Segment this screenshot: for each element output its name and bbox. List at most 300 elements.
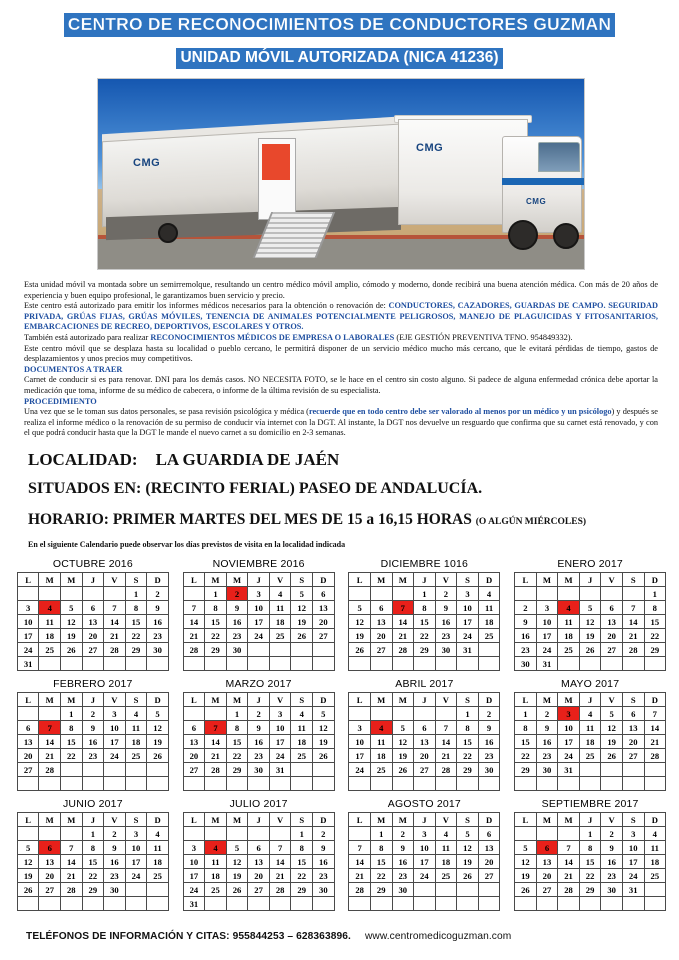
calendar-empty-cell — [269, 827, 291, 841]
calendar-empty-cell — [205, 657, 227, 671]
calendar-day: 9 — [515, 615, 537, 629]
calendar-day: 16 — [248, 735, 270, 749]
calendar-month-title: OCTUBRE 2016 — [52, 558, 133, 570]
calendar-empty-cell — [205, 777, 227, 791]
calendar-month — [180, 558, 338, 678]
calendar-weekday: M — [536, 693, 558, 707]
calendar-empty-cell — [558, 587, 580, 601]
calendar-day: 10 — [269, 721, 291, 735]
calendar-holiday-day: 19 — [313, 735, 335, 749]
calendar-day: 6 — [414, 721, 436, 735]
calendar-empty-cell — [104, 897, 126, 911]
calendar-day: 5 — [17, 841, 39, 855]
calendar-week-row — [183, 735, 334, 749]
calendar-empty-cell — [622, 777, 644, 791]
calendar-day: 6 — [183, 721, 205, 735]
calendar-weekday: M — [61, 813, 83, 827]
calendar-weekday: L — [17, 813, 39, 827]
calendar-holiday-day: 26 — [313, 749, 335, 763]
calendar-day: 11 — [125, 721, 147, 735]
calendar-empty-cell — [536, 777, 558, 791]
calendar-holiday-day: 16 — [147, 615, 169, 629]
calendar-weekday-row — [183, 573, 334, 587]
calendar-holiday-day: 6 — [313, 587, 335, 601]
calendar-day: 17 — [183, 869, 205, 883]
situados-line — [28, 480, 668, 498]
calendar-empty-cell — [226, 777, 248, 791]
calendar-week-row — [349, 721, 500, 735]
calendar-empty-cell — [61, 897, 83, 911]
calendar-holiday-day: 1 — [205, 587, 227, 601]
calendar-empty-cell — [205, 897, 227, 911]
calendar-holiday-day: 9 — [478, 721, 500, 735]
calendar-weekday: M — [392, 693, 414, 707]
calendar-day: 27 — [536, 883, 558, 897]
calendar-weekday: L — [515, 573, 537, 587]
calendar-empty-cell — [61, 777, 83, 791]
calendar-day: 16 — [313, 855, 335, 869]
calendar-weekday: V — [435, 813, 457, 827]
calendar-weekday: M — [39, 693, 61, 707]
calendar-empty-cell — [205, 827, 227, 841]
proc-highlight: recuerde que en todo centro debe ser valorado al menos por un médico y un psicólogo — [308, 407, 612, 417]
calendar-month-title: ABRIL 2017 — [395, 678, 454, 690]
calendar-day: 14 — [39, 735, 61, 749]
horario-label: HORARIO: — [28, 511, 109, 528]
calendar-day: 19 — [61, 629, 83, 643]
company-plain-2: (EJE GESTIÓN PREVENTIVA TFNO. 954849332). — [394, 332, 573, 342]
calendar-weekday: M — [536, 813, 558, 827]
calendar-day: 25 — [370, 763, 392, 777]
calendar-day: 26 — [17, 883, 39, 897]
calendar-day: 30 — [104, 883, 126, 897]
calendar-day: 28 — [104, 643, 126, 657]
calendar-day: 30 — [536, 763, 558, 777]
calendar-day: 10 — [104, 721, 126, 735]
calendar-month — [14, 798, 172, 918]
calendar-day: 5 — [226, 841, 248, 855]
calendar-weekday: S — [291, 693, 313, 707]
calendar-day: 2 — [104, 827, 126, 841]
calendar-day: 13 — [536, 855, 558, 869]
calendar-holiday-day: 18 — [478, 615, 500, 629]
calendar-day: 29 — [457, 763, 479, 777]
calendar-day: 9 — [435, 601, 457, 615]
calendar-day: 26 — [226, 883, 248, 897]
calendar-day: 30 — [248, 763, 270, 777]
calendar-day: 28 — [183, 643, 205, 657]
calendar-day: 27 — [39, 883, 61, 897]
calendar-week-row — [183, 827, 334, 841]
footer-phones: TELÉFONOS DE INFORMACIÓN Y CITAS: 955844253 – 628363896. — [26, 931, 351, 942]
calendar-weekday: M — [226, 693, 248, 707]
calendar-empty-cell — [558, 777, 580, 791]
calendar-visit-day: 2 — [226, 587, 248, 601]
calendar-empty-cell — [248, 657, 270, 671]
calendar-day: 14 — [392, 615, 414, 629]
calendar-day: 30 — [313, 883, 335, 897]
calendar-weekday: L — [515, 693, 537, 707]
calendar-day: 22 — [61, 749, 83, 763]
calendar-table — [514, 572, 666, 671]
calendar-holiday-day: 4 — [147, 827, 169, 841]
calendar-empty-cell — [414, 707, 436, 721]
calendar-day: 19 — [515, 869, 537, 883]
calendar-day: 11 — [39, 615, 61, 629]
calendar-day: 19 — [579, 629, 601, 643]
calendar-empty-cell — [349, 827, 371, 841]
calendar-week-row — [515, 841, 666, 855]
calendar-grid — [14, 558, 669, 918]
calendar-weekday: D — [313, 813, 335, 827]
horario-note: (O ALGÚN MIÉRCOLES) — [475, 517, 587, 527]
calendar-day: 17 — [104, 735, 126, 749]
calendar-day: 21 — [435, 749, 457, 763]
calendar-holiday-day: 14 — [435, 735, 457, 749]
calendar-empty-cell — [515, 827, 537, 841]
calendar-empty-cell — [226, 657, 248, 671]
calendar-weekday: V — [269, 573, 291, 587]
calendar-day: 27 — [622, 749, 644, 763]
calendar-day: 15 — [414, 615, 436, 629]
calendar-day: 17 — [17, 629, 39, 643]
calendar-day: 31 — [558, 763, 580, 777]
calendar-day: 28 — [269, 883, 291, 897]
calendar-holiday-day: 24 — [622, 869, 644, 883]
calendar-day: 29 — [515, 763, 537, 777]
calendar-weekday: M — [558, 573, 580, 587]
calendar-weekday-row — [349, 573, 500, 587]
calendar-day: 11 — [205, 855, 227, 869]
calendar-empty-cell — [370, 897, 392, 911]
calendar-empty-cell — [349, 897, 371, 911]
trailer-door-panel — [262, 144, 290, 180]
calendar-day: 29 — [579, 883, 601, 897]
calendar-empty-cell — [579, 777, 601, 791]
calendar-month-title: ENERO 2017 — [557, 558, 623, 570]
calendar-week-row — [183, 587, 334, 601]
calendar-week-row — [349, 827, 500, 841]
calendar-weekday: L — [183, 813, 205, 827]
calendar-empty-cell — [82, 587, 104, 601]
calendar-day: 13 — [248, 855, 270, 869]
calendar-week-row — [515, 749, 666, 763]
calendar-day: 22 — [414, 629, 436, 643]
calendar-holiday-day: 13 — [478, 841, 500, 855]
calendar-day: 24 — [183, 883, 205, 897]
calendar-holiday-day: 31 — [622, 883, 644, 897]
calendar-visit-day: 6 — [536, 841, 558, 855]
calendar-empty-cell — [125, 897, 147, 911]
calendar-weekday: M — [226, 573, 248, 587]
page-title: CENTRO DE RECONOCIMIENTOS DE CONDUCTORES GUZMAN — [64, 13, 616, 37]
calendar-week-row — [515, 721, 666, 735]
calendar-day: 3 — [125, 827, 147, 841]
calendar-empty-cell — [457, 657, 479, 671]
calendar-day: 7 — [269, 841, 291, 855]
calendar-day: 15 — [579, 855, 601, 869]
calendar-empty-cell — [226, 827, 248, 841]
calendar-holiday-day: 6 — [478, 827, 500, 841]
calendar-weekday: J — [82, 573, 104, 587]
calendar-day: 1 — [125, 587, 147, 601]
calendar-day: 9 — [313, 841, 335, 855]
calendar-holiday-day: 19 — [147, 735, 169, 749]
calendar-week-row — [17, 763, 168, 777]
calendar-holiday-day: 31 — [457, 643, 479, 657]
calendar-weekday-row — [349, 813, 500, 827]
calendar-holiday-day: 20 — [478, 855, 500, 869]
calendar-week-row — [515, 657, 666, 671]
calendar-weekday: M — [370, 573, 392, 587]
calendar-week-row — [17, 883, 168, 897]
calendar-empty-cell — [269, 897, 291, 911]
calendar-holiday-day: 29 — [644, 643, 666, 657]
calendar-week-row — [17, 827, 168, 841]
calendar-day: 31 — [183, 897, 205, 911]
calendar-day: 20 — [536, 869, 558, 883]
calendar-empty-cell — [269, 777, 291, 791]
heading-documentos: DOCUMENTOS A TRAER — [24, 364, 123, 374]
subheader-block — [0, 37, 679, 69]
calendar-day: 1 — [82, 827, 104, 841]
calendar-table — [17, 572, 169, 671]
calendar-holiday-day: 30 — [478, 763, 500, 777]
calendar-empty-cell — [370, 657, 392, 671]
calendar-empty-cell — [291, 643, 313, 657]
calendar-day: 25 — [291, 749, 313, 763]
calendar-weekday: M — [39, 573, 61, 587]
calendar-day: 8 — [515, 721, 537, 735]
calendar-weekday: D — [644, 573, 666, 587]
calendar-week-row — [183, 749, 334, 763]
calendar-empty-cell — [291, 763, 313, 777]
calendar-weekday: D — [147, 813, 169, 827]
calendar-day: 27 — [370, 643, 392, 657]
horario-value: PRIMER MARTES DEL MES DE 15 a 16,15 HORAS — [112, 511, 472, 528]
paragraph-intro: Esta unidad móvil va montada sobre un semirremolque, resultando un centro médico móvil amplio, cómodo y moderno, donde recibirá una buena atención médica. Con más de 20 años de experiencia y buen equipo profesional, le garantizamos buen servicio y precio. — [24, 280, 658, 300]
calendar-day: 7 — [104, 601, 126, 615]
calendar-note: En el siguiente Calendario puede observar los días previstos de visita en la localidad indicada — [28, 540, 346, 549]
calendar-empty-cell — [104, 777, 126, 791]
calendar-empty-cell — [291, 777, 313, 791]
calendar-week-row — [349, 735, 500, 749]
header-block — [0, 0, 679, 37]
calendar-week-row — [183, 707, 334, 721]
calendar-empty-cell — [248, 777, 270, 791]
calendar-weekday: V — [601, 813, 623, 827]
calendar-day: 24 — [248, 629, 270, 643]
calendar-empty-cell — [291, 657, 313, 671]
calendar-week-row — [17, 587, 168, 601]
calendar-day: 21 — [61, 869, 83, 883]
calendar-weekday: J — [579, 813, 601, 827]
calendar-empty-cell — [183, 657, 205, 671]
calendar-weekday: L — [183, 693, 205, 707]
calendar-day: 23 — [435, 629, 457, 643]
calendar-day: 27 — [82, 643, 104, 657]
calendar-day: 26 — [579, 643, 601, 657]
calendar-day: 23 — [392, 869, 414, 883]
calendar-weekday: V — [269, 693, 291, 707]
calendar-table — [514, 812, 666, 911]
calendar-empty-cell — [392, 777, 414, 791]
calendar-weekday: L — [17, 573, 39, 587]
company-plain-1: También está autorizado para realizar — [24, 332, 151, 342]
calendar-day: 1 — [414, 587, 436, 601]
calendar-day: 23 — [515, 643, 537, 657]
calendar-day: 20 — [248, 869, 270, 883]
calendar-week-row — [349, 883, 500, 897]
calendar-empty-cell — [17, 707, 39, 721]
calendar-day: 7 — [435, 721, 457, 735]
calendar-day: 24 — [536, 643, 558, 657]
cmg-logo: CMG — [526, 196, 547, 206]
calendar-week-row — [17, 721, 168, 735]
calendar-day: 9 — [248, 721, 270, 735]
calendar-day: 12 — [457, 841, 479, 855]
calendar-day: 16 — [601, 855, 623, 869]
calendar-day: 22 — [457, 749, 479, 763]
calendar-weekday-row — [515, 813, 666, 827]
calendar-weekday: J — [414, 813, 436, 827]
calendar-day: 8 — [205, 601, 227, 615]
calendar-day: 5 — [601, 707, 623, 721]
calendar-day: 10 — [622, 841, 644, 855]
localidad-value: LA GUARDIA DE JAÉN — [155, 450, 340, 469]
calendar-empty-cell — [147, 763, 169, 777]
calendar-holiday-day: 14 — [644, 721, 666, 735]
calendar-weekday-row — [183, 693, 334, 707]
calendar-weekday: M — [370, 813, 392, 827]
calendar-day: 10 — [248, 601, 270, 615]
calendar-day: 3 — [183, 841, 205, 855]
calendar-week-row — [183, 643, 334, 657]
calendar-day: 8 — [82, 841, 104, 855]
calendar-weekday: M — [61, 693, 83, 707]
calendar-holiday-day: 4 — [478, 587, 500, 601]
calendar-empty-cell — [147, 777, 169, 791]
calendar-day: 26 — [515, 883, 537, 897]
calendar-day: 10 — [536, 615, 558, 629]
calendar-empty-cell — [313, 657, 335, 671]
calendar-empty-cell — [313, 897, 335, 911]
paragraph-authorizations — [24, 301, 658, 333]
footer-website[interactable]: www.centromedicoguzman.com — [364, 931, 512, 942]
calendar-visit-day: 7 — [39, 721, 61, 735]
calendar-day: 27 — [601, 643, 623, 657]
calendar-month — [180, 678, 338, 798]
auth-list: CONDUCTORES, CAZADORES, GUARDAS DE CAMPO. SEGURIDAD PRIVADA, GRÚAS FIJAS, GRÚAS MÓVILES, TENENCIA DE ANIMALES POTENCIALMENTE PELIGROSOS, MANEJO DE PLAGUICIDAS Y FITOSANITARIOS, EMBARCACIONES DE RECREO, DEPORTIVOS, ESCOLARES Y OTROS. — [24, 301, 658, 332]
calendar-day: 17 — [414, 855, 436, 869]
calendar-week-row — [17, 855, 168, 869]
calendar-day: 11 — [558, 615, 580, 629]
calendar-day: 18 — [125, 735, 147, 749]
calendar-day: 27 — [17, 763, 39, 777]
calendar-day: 26 — [349, 643, 371, 657]
calendar-empty-cell — [82, 897, 104, 911]
calendar-empty-cell — [125, 763, 147, 777]
calendar-holiday-day: 12 — [61, 615, 83, 629]
calendar-day: 9 — [601, 841, 623, 855]
calendar-week-row — [183, 601, 334, 615]
calendar-day: 24 — [104, 749, 126, 763]
footer-contact — [26, 931, 511, 942]
calendar-weekday: L — [349, 693, 371, 707]
calendar-week-row — [515, 777, 666, 791]
calendar-weekday: J — [414, 573, 436, 587]
calendar-empty-cell — [579, 657, 601, 671]
paragraph-documentos: Carnet de conducir si es para renovar. DNI para los demás casos. NO NECESITA FOTO, se le hace en el centro sin costo alguno. Si padece de alguna enfermedad crónica debe aportar la medicación que toma, informe de su médico de cabecera, o informe de la última revisión de su especialista. — [24, 375, 658, 395]
calendar-week-row — [17, 601, 168, 615]
calendar-empty-cell — [39, 657, 61, 671]
calendar-day: 6 — [622, 707, 644, 721]
calendar-day: 7 — [183, 601, 205, 615]
calendar-empty-cell — [515, 897, 537, 911]
calendar-empty-cell — [248, 897, 270, 911]
calendar-day: 2 — [313, 827, 335, 841]
calendar-empty-cell — [82, 763, 104, 777]
calendar-day: 26 — [601, 749, 623, 763]
calendar-empty-cell — [61, 587, 83, 601]
calendar-day: 29 — [205, 643, 227, 657]
calendar-day: 4 — [435, 827, 457, 841]
calendar-empty-cell — [644, 883, 666, 897]
calendar-week-row — [349, 615, 500, 629]
calendar-empty-cell — [558, 897, 580, 911]
calendar-day: 3 — [414, 827, 436, 841]
calendar-holiday-day: 1 — [644, 587, 666, 601]
calendar-day: 24 — [125, 869, 147, 883]
calendar-holiday-day: 23 — [478, 749, 500, 763]
calendar-empty-cell — [457, 883, 479, 897]
calendar-empty-cell — [248, 827, 270, 841]
calendar-holiday-day: 28 — [39, 763, 61, 777]
calendar-day: 21 — [392, 629, 414, 643]
calendar-empty-cell — [622, 763, 644, 777]
cmg-logo: CMG — [133, 156, 161, 169]
calendar-week-row — [17, 657, 168, 671]
calendar-day: 5 — [349, 601, 371, 615]
calendar-empty-cell — [125, 657, 147, 671]
calendar-day: 21 — [39, 749, 61, 763]
calendar-day: 1 — [579, 827, 601, 841]
calendar-month — [346, 558, 504, 678]
calendar-day: 12 — [349, 615, 371, 629]
calendar-week-row — [349, 841, 500, 855]
calendar-holiday-day: 8 — [414, 601, 436, 615]
calendar-week-row — [349, 643, 500, 657]
calendar-day: 29 — [291, 883, 313, 897]
calendar-day: 19 — [17, 869, 39, 883]
calendar-empty-cell — [183, 707, 205, 721]
calendar-week-row — [349, 657, 500, 671]
calendar-weekday: J — [579, 573, 601, 587]
calendar-empty-cell — [291, 897, 313, 911]
calendar-holiday-day: 7 — [644, 707, 666, 721]
calendar-week-row — [515, 763, 666, 777]
calendar-week-row — [515, 897, 666, 911]
calendar-weekday: M — [205, 573, 227, 587]
calendar-empty-cell — [183, 827, 205, 841]
calendar-day: 10 — [558, 721, 580, 735]
calendar-holiday-day: 6 — [601, 601, 623, 615]
calendar-week-row — [349, 749, 500, 763]
calendar-empty-cell — [435, 897, 457, 911]
calendar-day: 22 — [515, 749, 537, 763]
calendar-day: 13 — [17, 735, 39, 749]
calendar-visit-day: 4 — [39, 601, 61, 615]
